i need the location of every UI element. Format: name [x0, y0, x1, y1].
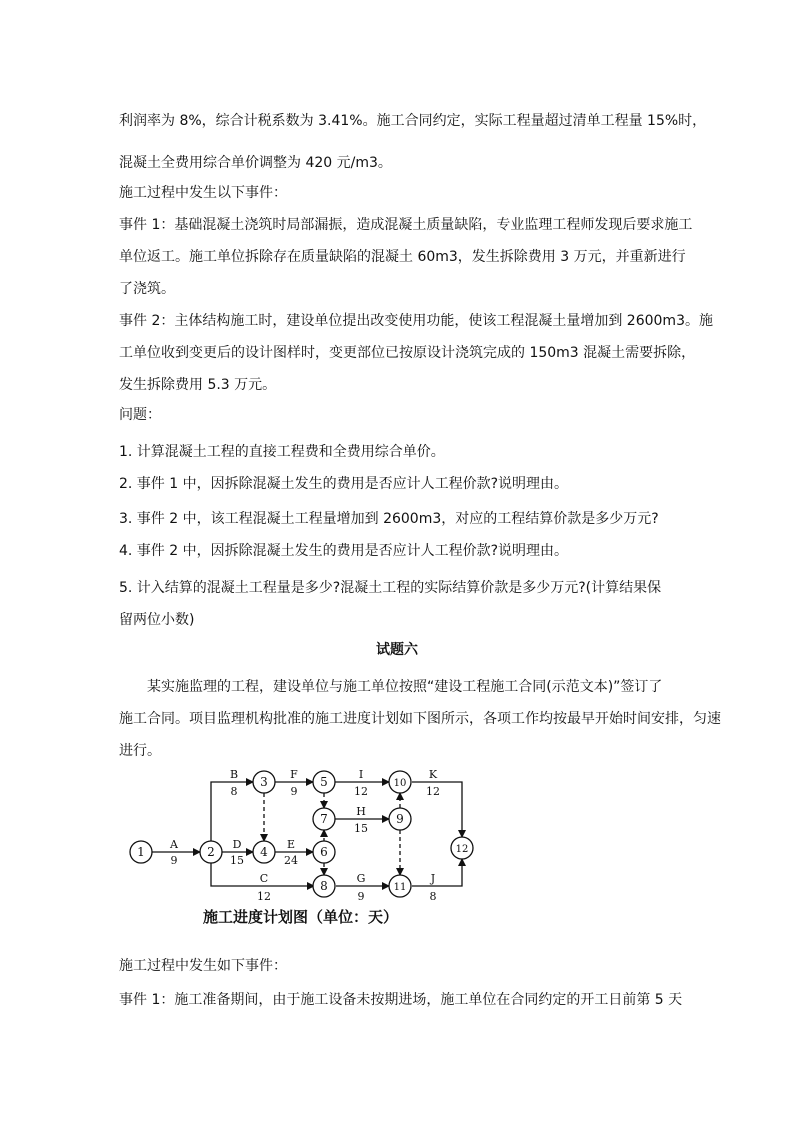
paragraph: 单位返工。施工单位拆除存在质量缺陷的混凝土 60m3，发生拆除费用 3 万元，并重新进行 — [119, 249, 686, 265]
question-item: 5. 计入结算的混凝土工程量是多少?混凝土工程的实际结算价款是多少万元?(计算结果保 — [119, 580, 662, 596]
paragraph: 事件 2：主体结构施工时，建设单位提出改变使用功能，使该工程混凝土量增加到 2600m3。施 — [119, 313, 713, 329]
node-label: 10 — [393, 778, 407, 789]
node-label: 8 — [320, 879, 328, 893]
activity-duration: 9 — [357, 890, 365, 903]
section-title: 试题六 — [376, 642, 418, 658]
diagram-caption: 施工进度计划图（单位：天） — [203, 908, 399, 926]
node-label: 11 — [393, 882, 407, 893]
paragraph: 混凝土全费用综合单价调整为 420 元/m3。 — [119, 155, 392, 171]
activity-duration: 12 — [257, 890, 271, 903]
activity-duration: 15 — [230, 854, 244, 867]
question-item: 2. 事件 1 中，因拆除混凝土发生的费用是否应计人工程价款?说明理由。 — [119, 476, 569, 492]
activity-name: A — [170, 838, 178, 851]
activity-name: D — [232, 838, 242, 851]
paragraph: 问题： — [119, 407, 161, 423]
node-label: 9 — [396, 812, 404, 826]
node-label: 6 — [320, 845, 328, 859]
paragraph: 工单位收到变更后的设计图样时，变更部位已按原设计浇筑完成的 150m3 混凝土需要拆除， — [119, 345, 696, 361]
node-label: 1 — [137, 845, 145, 859]
paragraph: 利润率为 8%，综合计税系数为 3.41%。施工合同约定，实际工程量超过清单工程量 15%时， — [119, 113, 707, 129]
paragraph: 事件 1：基础混凝土浇筑时局部漏振，造成混凝土质量缺陷，专业监理工程师发现后要求施工 — [119, 217, 693, 233]
activity-duration: 8 — [230, 785, 238, 798]
activity-duration: 12 — [426, 785, 440, 798]
activity-name: B — [229, 768, 239, 781]
paragraph: 施工合同。项目监理机构批准的施工进度计划如下图所示，各项工作均按最早开始时间安排，匀速 — [119, 711, 721, 727]
activity-duration: 15 — [354, 822, 368, 835]
paragraph: 进行。 — [119, 743, 161, 759]
arrow-J — [412, 859, 462, 886]
activity-name: F — [290, 768, 298, 781]
activity-duration: 24 — [284, 854, 298, 867]
node-label: 3 — [260, 775, 268, 789]
paragraph: 施工过程中发生以下事件： — [119, 185, 287, 201]
activity-name: G — [356, 872, 366, 885]
activity-name: I — [358, 768, 364, 781]
activity-duration: 9 — [170, 854, 178, 867]
activity-duration: 9 — [290, 785, 298, 798]
activity-duration: 8 — [429, 890, 437, 903]
question-item: 留两位小数) — [119, 612, 195, 628]
activity-name: H — [356, 805, 366, 818]
node-label: 5 — [320, 775, 328, 789]
activity-name: K — [428, 768, 438, 781]
activity-name: J — [430, 872, 436, 885]
question-item: 4. 事件 2 中，因拆除混凝土发生的费用是否应计人工程价款?说明理由。 — [119, 543, 569, 559]
paragraph: 施工过程中发生如下事件： — [119, 958, 287, 974]
question-item: 1. 计算混凝土工程的直接工程费和全费用综合单价。 — [119, 444, 445, 460]
paragraph: 发生拆除费用 5.3 万元。 — [119, 377, 277, 393]
node-label: 2 — [207, 845, 215, 859]
node-label: 7 — [320, 812, 328, 826]
node-label: 4 — [260, 845, 268, 859]
node-label: 12 — [455, 844, 469, 855]
question-item: 3. 事件 2 中，该工程混凝土工程量增加到 2600m3，对应的工程结算价款是多少万元? — [119, 511, 659, 527]
paragraph: 了浇筑。 — [119, 281, 175, 297]
paragraph: 某实施监理的工程，建设单位与施工单位按照“建设工程施工合同(示范文本)”签订了 — [147, 679, 663, 695]
activity-name: E — [286, 838, 296, 851]
activity-duration: 12 — [354, 785, 368, 798]
activity-name: C — [259, 872, 269, 885]
paragraph: 事件 1：施工准备期间，由于施工设备未按期进场，施工单位在合同约定的开工日前第 5 天 — [119, 992, 683, 1008]
